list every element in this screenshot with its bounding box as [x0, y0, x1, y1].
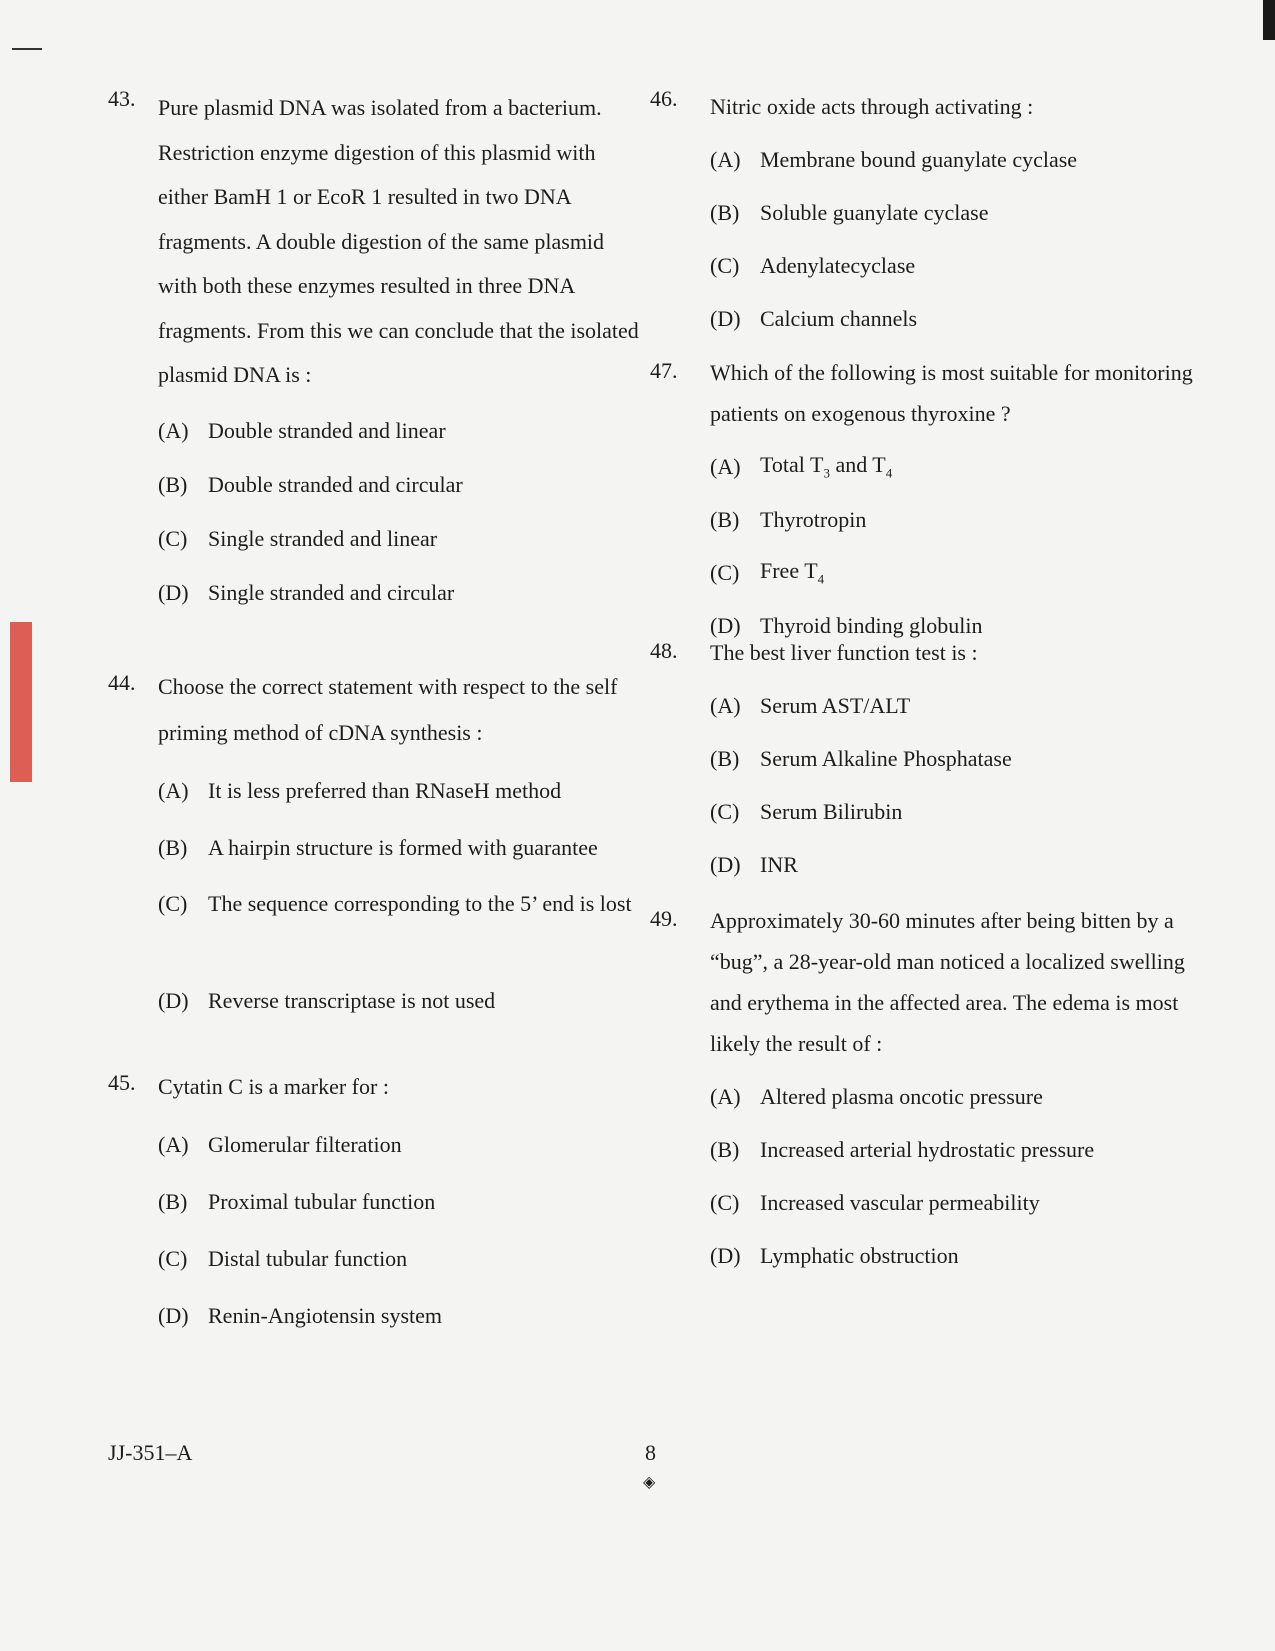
option-label: (D)	[710, 612, 741, 638]
option-text: Single stranded and circular	[208, 579, 455, 605]
option-text: Single stranded and linear	[208, 525, 438, 551]
question-49	[650, 906, 1210, 1282]
option-text: Altered plasma oncotic pressure	[760, 1083, 1043, 1109]
option-a[interactable]	[710, 679, 1210, 732]
option-label: (A)	[710, 1083, 741, 1109]
question-text: The best liver function test is :	[710, 640, 978, 665]
option-b[interactable]	[710, 1123, 1210, 1176]
option-a[interactable]	[710, 133, 1210, 186]
option-label: (A)	[710, 146, 741, 172]
option-label: (C)	[158, 525, 188, 551]
option-text: Soluble guanylate cyclase	[760, 199, 989, 225]
option-label: (A)	[710, 453, 741, 479]
option-label: (B)	[710, 1136, 740, 1162]
option-a[interactable]	[710, 1070, 1210, 1123]
question-text: Approximately 30-60 minutes after being bitten by a “bug”, a 28-year-old man noticed a localized swelling and erythema in the affected area. The edema is most likely the result of :	[710, 908, 1185, 1056]
option-c[interactable]	[710, 1176, 1210, 1229]
question-number: 44.	[108, 670, 136, 695]
question-47	[650, 358, 1210, 652]
option-text: Membrane bound guanylate cyclase	[760, 146, 1078, 172]
option-label: (C)	[710, 559, 740, 585]
option-text: Renin-Angiotensin system	[208, 1302, 443, 1328]
option-text: Glomerular filteration	[208, 1131, 402, 1157]
option-c[interactable]	[710, 785, 1210, 838]
option-text: Proximal tubular function	[208, 1188, 436, 1214]
option-label: (A)	[158, 417, 189, 443]
option-label: (A)	[158, 1131, 189, 1157]
option-text: INR	[760, 851, 798, 877]
option-label: (B)	[710, 199, 740, 225]
option-label: (D)	[710, 1242, 741, 1268]
question-number: 43.	[108, 86, 136, 111]
option-label: (D)	[710, 851, 741, 877]
option-b[interactable]	[158, 458, 640, 512]
option-label: (A)	[710, 692, 741, 718]
question-text: Which of the following is most suitable for monitoring patients on exogenous thyroxine ?	[710, 360, 1193, 426]
option-label: (B)	[158, 1188, 188, 1214]
option-c[interactable]	[158, 876, 640, 972]
option-c[interactable]	[158, 512, 640, 566]
option-a[interactable]	[158, 762, 640, 819]
option-text: Serum AST/ALT	[760, 692, 911, 718]
option-c[interactable]	[158, 1230, 640, 1287]
scan-edge-shadow	[1263, 0, 1275, 40]
option-label: (D)	[158, 579, 189, 605]
option-label: (D)	[158, 987, 189, 1013]
option-text: A hairpin structure is formed with guarantee	[208, 834, 598, 860]
question-text: Pure plasmid DNA was isolated from a bacterium. Restriction enzyme digestion of this plasmid with either BamH 1 or EcoR 1 resulted in two DNA fragments. A double digestion of the same plasmid with both these enzymes resulted in three DNA fragments. From this we can conclude that the isolated plasmid DNA is :	[158, 95, 639, 387]
question-text: Choose the correct statement with respect to the self priming method of cDNA synthesis :	[158, 674, 618, 745]
option-c[interactable]	[710, 239, 1210, 292]
option-label: (C)	[710, 798, 740, 824]
question-text: Nitric oxide acts through activating :	[710, 94, 1034, 119]
option-a[interactable]	[710, 440, 1210, 493]
option-label: (C)	[710, 1189, 740, 1215]
option-label: (D)	[158, 1302, 189, 1328]
diamond-mark-icon: ◈	[643, 1474, 656, 1491]
option-label: (C)	[158, 1245, 188, 1271]
page-number: 8	[645, 1440, 656, 1465]
question-43	[108, 86, 640, 620]
option-text: Double stranded and circular	[208, 471, 463, 497]
option-text: The sequence corresponding to the 5’ end is lost	[208, 891, 632, 916]
option-text: Thyroid binding globulin	[760, 612, 983, 638]
page-edge-rule	[12, 48, 42, 50]
option-label: (D)	[710, 305, 741, 331]
option-label: (B)	[710, 745, 740, 771]
option-text: Lymphatic obstruction	[760, 1242, 959, 1268]
option-text: Reverse transcriptase is not used	[208, 987, 496, 1013]
option-label: (B)	[710, 506, 740, 532]
paper-code: JJ-351–A	[108, 1440, 193, 1465]
question-text: Cytatin C is a marker for :	[158, 1074, 389, 1099]
question-46	[650, 86, 1210, 345]
option-b[interactable]	[710, 186, 1210, 239]
option-text: Thyrotropin	[760, 506, 867, 532]
question-number: 47.	[650, 358, 678, 383]
option-d[interactable]	[710, 1229, 1210, 1282]
option-a[interactable]	[158, 404, 640, 458]
option-text: Increased arterial hydrostatic pressure	[760, 1136, 1095, 1162]
option-text: Distal tubular function	[208, 1245, 408, 1271]
left-column	[108, 86, 640, 1328]
red-margin-tab	[10, 622, 32, 782]
option-text: Serum Bilirubin	[760, 798, 903, 824]
question-number: 46.	[650, 86, 678, 111]
option-text: Increased vascular permeability	[760, 1189, 1040, 1215]
option-b[interactable]	[710, 732, 1210, 785]
option-label: (C)	[158, 891, 188, 916]
option-text: It is less preferred than RNaseH method	[208, 777, 562, 803]
option-b[interactable]	[710, 493, 1210, 546]
option-label: (B)	[158, 471, 188, 497]
question-number: 48.	[650, 638, 678, 663]
option-c[interactable]	[710, 546, 1210, 599]
question-number: 45.	[108, 1070, 136, 1095]
question-48	[650, 638, 1210, 891]
question-45	[108, 1070, 640, 1344]
option-text: Free $T_4$	[760, 557, 825, 587]
option-d[interactable]	[158, 972, 640, 1029]
option-d[interactable]	[158, 1287, 640, 1344]
option-text: Total $T_3$ and $T_4$	[760, 451, 893, 481]
option-text: Double stranded and linear	[208, 417, 446, 443]
option-d[interactable]	[158, 566, 640, 620]
option-b[interactable]	[158, 819, 640, 876]
option-label: (C)	[710, 252, 740, 278]
option-b[interactable]	[158, 1173, 640, 1230]
option-d[interactable]	[710, 838, 1210, 891]
option-text: Serum Alkaline Phosphatase	[760, 745, 1012, 771]
option-label: (A)	[158, 777, 189, 803]
option-text: Calcium channels	[760, 305, 918, 331]
question-44	[108, 670, 640, 1029]
option-d[interactable]	[710, 292, 1210, 345]
option-a[interactable]	[158, 1116, 640, 1173]
right-column	[650, 86, 1210, 1268]
option-label: (B)	[158, 834, 188, 860]
option-text: Adenylatecyclase	[760, 252, 916, 278]
question-number: 49.	[650, 906, 678, 931]
